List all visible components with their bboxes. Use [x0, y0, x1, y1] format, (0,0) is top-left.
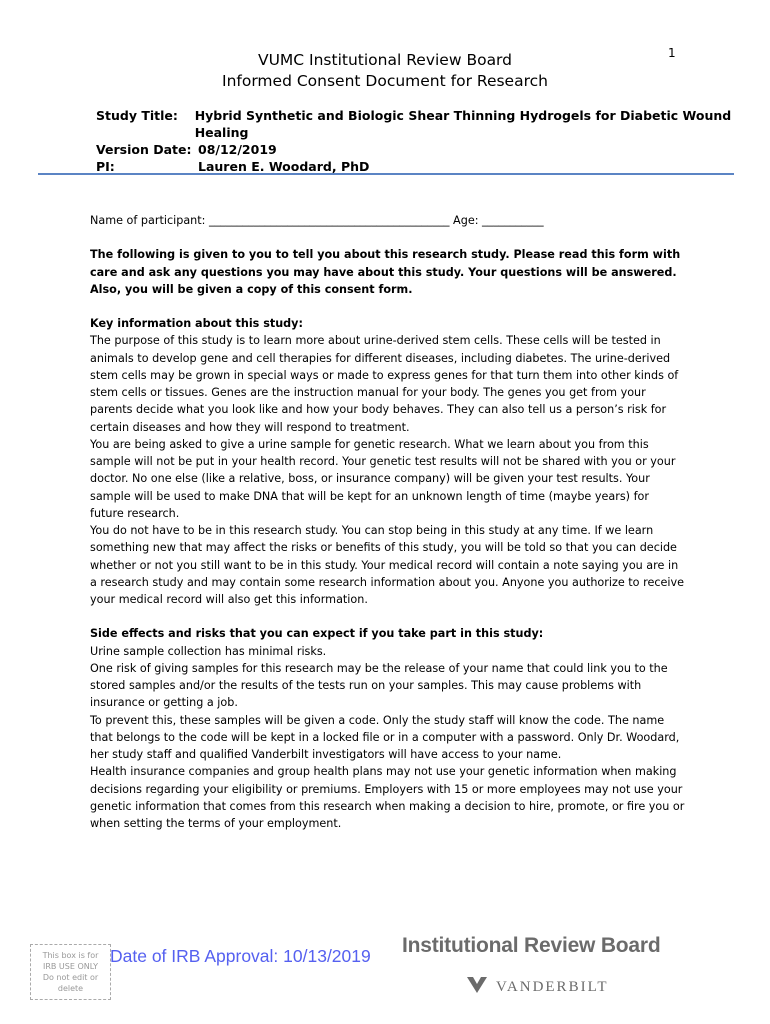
- key-info-paragraph: The purpose of this study is to learn more about urine-derived stem cells. These cells will be tested in animals to develop gene and cell therapies for different diseases, including diabetes. The urine-derived stem cells may be grown in special ways or made to express genes for that turn them into other kinds of stem cells or tissues. Genes are the instruction manual for your body. The genes you get from your parents decide what you look like and how your body behaves. They can also tell us a person’s risk for certain diseases and how they will respond to treatment.: [90, 334, 679, 434]
- pi-label: PI:: [96, 159, 115, 174]
- version-date-row: [96, 141, 770, 158]
- version-date-value: 08/12/2019: [198, 142, 277, 157]
- side-effects-paragraph: Urine sample collection has minimal risks.: [90, 644, 327, 658]
- side-effects-paragraph: One risk of giving samples for this research may be the release of your name that could link you to the stored samples and/or the results of the tests run on your samples. This may cause problems with insurance or getting a job.: [90, 661, 668, 710]
- irb-approval-date: Date of IRB Approval: 10/13/2019: [110, 946, 371, 966]
- document-header: [0, 50, 770, 92]
- intro-paragraph: The following is given to you to tell you about this research study. Please read this form with care and ask any questions you may have about this study. Your questions will be answered. Also, you will be given a copy of this consent form.: [90, 248, 681, 296]
- study-title-row: [96, 107, 770, 141]
- irb-logo-title: Institutional Review Board: [402, 934, 661, 957]
- page-number: 1: [668, 46, 676, 60]
- irb-box-line: IRB USE ONLY: [42, 962, 99, 971]
- study-metadata: [96, 107, 770, 175]
- study-title-label: Study Title:: [96, 108, 178, 123]
- key-info-paragraph: You do not have to be in this research study. You can stop being in this study at any time. If we learn something new that may affect the risks or benefits of this study, you will be told so that you can decide whether or not you still want to be in this study. Your medical record will contain a note saying you are in a research study and may contain some research information about you. Anyone you authorize to receive your medical record will also get this information.: [90, 524, 684, 606]
- header-divider: [38, 173, 734, 175]
- participant-line: Name of participant: ___________________________________________ Age: ___________: [90, 214, 544, 227]
- pi-value: Lauren E. Woodard, PhD: [198, 159, 370, 174]
- irb-box-line: Do not edit or delete: [42, 973, 99, 993]
- version-date-label: Version Date:: [96, 142, 192, 157]
- key-info-paragraph: You are being asked to give a urine sample for genetic research. What we learn about you from this sample will not be put in your health record. Your genetic test results will not be shared with you or your doctor. No one else (like a relative, boss, or insurance company) will be given your test results. Your sample will be used to make DNA that will be kept for an unknown length of time (maybe years) for future research.: [90, 437, 676, 520]
- document-body: [90, 212, 686, 832]
- key-info-heading: Key information about this study:: [90, 317, 303, 330]
- side-effects-paragraph: Health insurance companies and group health plans may not use your genetic information when making decisions regarding your eligibility or premiums. Employers with 15 or more employees may not use your genetic information that comes from this research when making a decision to hire, promote, or fire you or when setting the terms of your employment.: [90, 765, 685, 830]
- irb-use-box: [30, 944, 111, 1000]
- vanderbilt-wordmark: VANDERBILT: [496, 978, 609, 995]
- vanderbilt-v-icon: [466, 976, 488, 998]
- study-title-value: Hybrid Synthetic and Biologic Shear Thinning Hydrogels for Diabetic Wound Healing: [194, 108, 732, 140]
- header-line-1: VUMC Institutional Review Board: [257, 51, 513, 69]
- side-effects-heading: Side effects and risks that you can expect if you take part in this study:: [90, 627, 544, 641]
- side-effects-paragraph: To prevent this, these samples will be given a code. Only the study staff will know the code. The name that belongs to the code will be kept in a locked file or in a computer with a password. Only Dr. Woodard, her study staff and qualified Vanderbilt investigators will have access to your name.: [90, 713, 680, 761]
- header-line-2: Informed Consent Document for Research: [222, 72, 548, 90]
- irb-box-line: This box is for: [42, 951, 99, 960]
- vanderbilt-logo: [466, 976, 609, 998]
